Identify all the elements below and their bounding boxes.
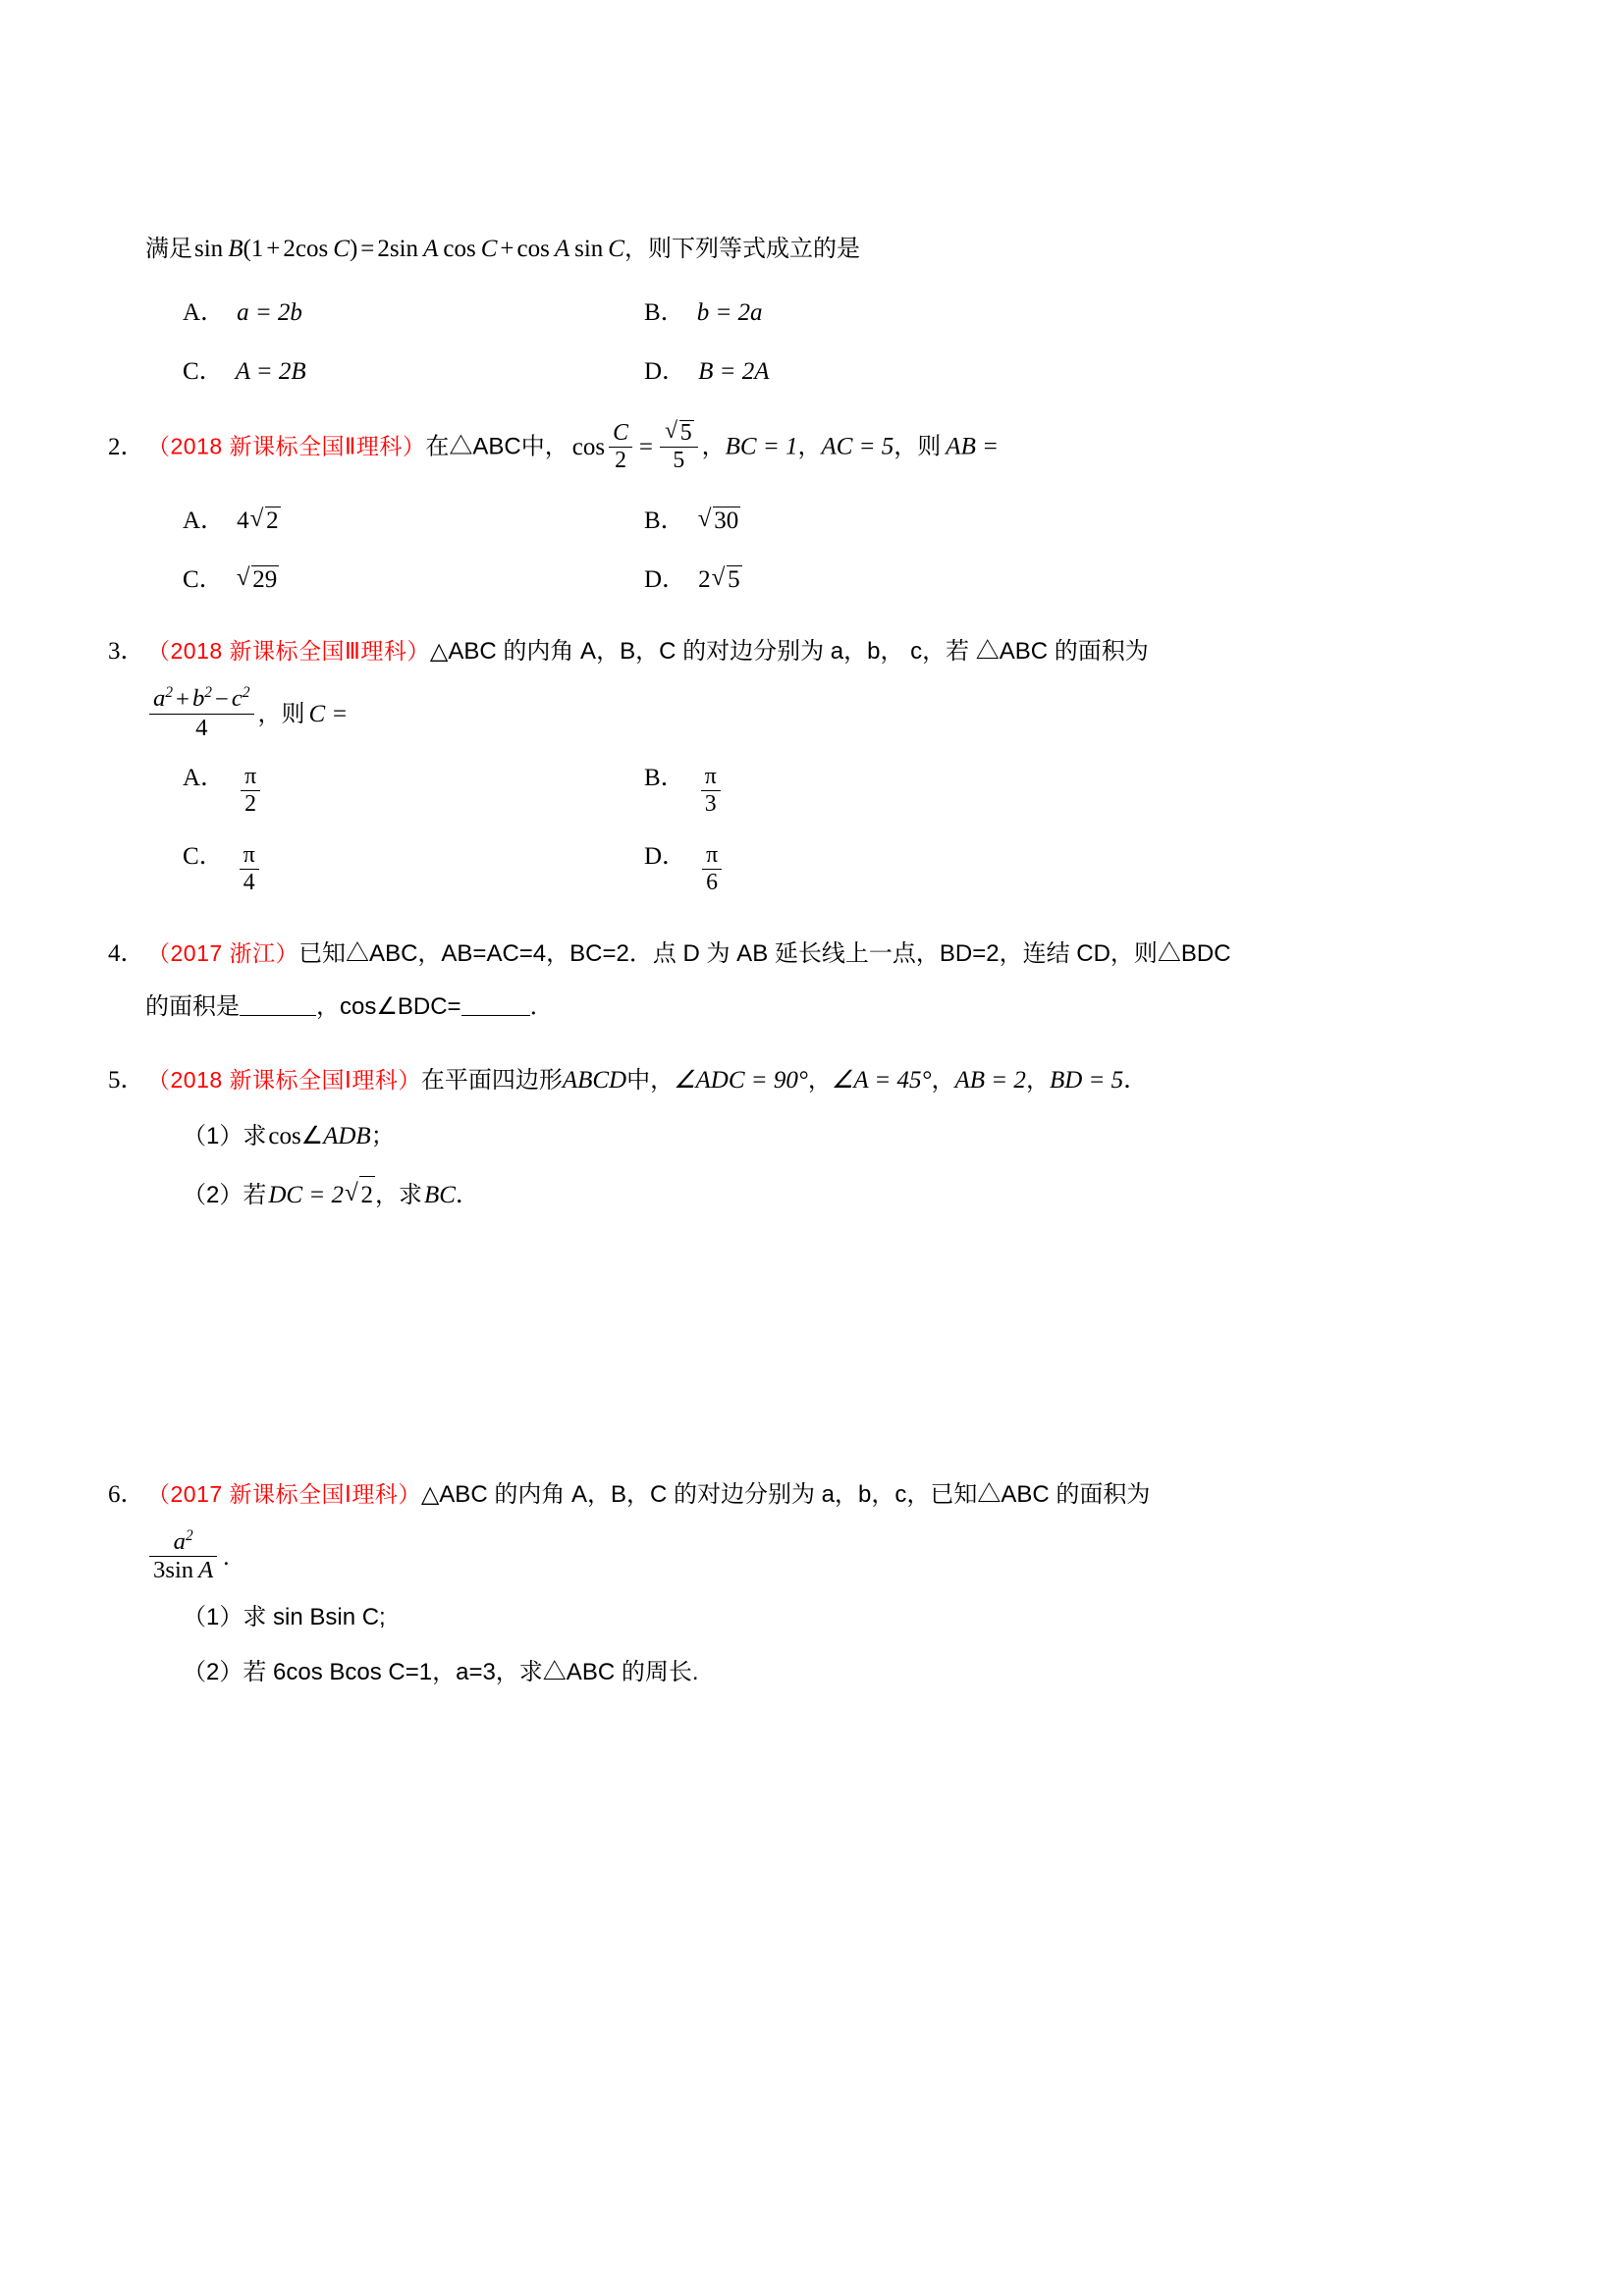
- q3-option-c-label: C．: [183, 843, 224, 871]
- q3-option-b-fraction: $\frac{\pi}{3}$: [701, 765, 721, 817]
- q1-options: [183, 293, 1500, 387]
- q5-part-1: （1）求cos∠ADB；: [183, 1122, 395, 1149]
- q3-option-b-label: B．: [644, 765, 685, 792]
- q5-part2-sqrt: √ 2: [345, 1176, 375, 1214]
- q2-option-c-value: √ 29: [236, 565, 280, 594]
- q1-option-a-value: a = 2b: [237, 299, 302, 327]
- q5-quadrilateral: ABCD: [562, 1066, 627, 1094]
- q2-cos-label: cos: [571, 433, 606, 460]
- q6-part-1: [183, 1599, 1500, 1636]
- q3-option-b[interactable]: [644, 758, 725, 819]
- question-2: [108, 419, 1500, 475]
- q6-number: 6．: [108, 1480, 145, 1508]
- q3-option-a-fraction: $\frac{\pi}{2}$: [241, 765, 260, 817]
- q1-option-b[interactable]: [644, 293, 763, 328]
- q2-option-c[interactable]: [183, 560, 644, 595]
- q3-area-fraction: [149, 685, 254, 740]
- q2-comma-2: ，: [893, 433, 918, 460]
- q6-source: （2017 新课标全国Ⅰ理科）: [147, 1480, 421, 1507]
- q2-option-d-label: D．: [644, 566, 687, 594]
- q2-option-b-value: √ 30: [697, 507, 741, 535]
- q3-option-row-2: [183, 836, 1500, 897]
- q2-equals: =: [638, 433, 654, 460]
- q2-source: （2018 新课标全国Ⅱ理科）: [147, 433, 426, 459]
- q5-part2-dc: DC = 2: [268, 1182, 344, 1209]
- q4-line2-middle: ，cos∠BDC=: [316, 993, 461, 1021]
- q5-text-2: 中，: [626, 1066, 675, 1094]
- q6-fraction-denominator: 3sin A: [149, 1556, 217, 1583]
- q5-part1-prefix: （1）求: [183, 1122, 267, 1149]
- q2-bc: BC = 1: [725, 433, 798, 460]
- q2-text-1: 在△ABC中，: [425, 433, 568, 460]
- q5-ab: AB = 2: [954, 1066, 1026, 1094]
- q3-text-2: ，则: [257, 701, 305, 728]
- q2-option-d[interactable]: [644, 560, 742, 595]
- q3-option-d-fraction: $\frac{\pi}{6}$: [702, 843, 722, 895]
- q3-number: 3．: [108, 638, 145, 666]
- q3-then: C =: [308, 701, 349, 728]
- q4-line2-end: ．: [529, 993, 554, 1021]
- q6-text-1: △ABC 的内角 A，B，C 的对边分别为 a，b，c，已知△ABC 的面积为: [420, 1480, 1151, 1508]
- q3-fraction-numerator: $a^2 + b^2 - c^2$: [153, 684, 250, 713]
- q2-ab: AB =: [946, 433, 999, 460]
- q5-part2-end: ．: [455, 1182, 480, 1209]
- q5-text-1: 在平面四边形: [420, 1066, 563, 1094]
- question-3: [108, 634, 1500, 669]
- q2-text-3: 则: [917, 433, 942, 460]
- q4-source: （2017 浙江）: [147, 940, 299, 967]
- q4-answer-blank-1[interactable]: [240, 990, 316, 1016]
- q5-angle-a: ∠A = 45°: [831, 1066, 932, 1094]
- q2-option-b-label: B．: [644, 507, 685, 535]
- q2-option-b[interactable]: [644, 501, 740, 536]
- q3-option-c-fraction: $\frac{\pi}{4}$: [240, 843, 259, 895]
- q2-ac: AC = 5: [821, 433, 894, 460]
- q3-text-1: △ABC 的内角 A，B，C 的对边分别为 a，b， c，若 △ABC 的面积为: [429, 638, 1149, 666]
- q1-stem-prefix: 满足: [145, 236, 192, 262]
- q5-part-2: [183, 1176, 1500, 1214]
- q2-option-a-value: 4 √ 2: [237, 507, 281, 535]
- q1-option-row-1: [183, 293, 1500, 328]
- q5-angle-adc: ∠ADC = 90°: [674, 1066, 808, 1094]
- question-4: [108, 936, 1500, 972]
- q1-option-b-value: b = 2a: [696, 299, 763, 327]
- question-5: [108, 1063, 1500, 1098]
- question-6: [108, 1477, 1500, 1513]
- q1-option-row-2: [183, 351, 1500, 387]
- q5-part2-bc: BC: [423, 1182, 456, 1209]
- q3-option-a-label: A．: [183, 765, 226, 792]
- q5-number: 5．: [108, 1066, 145, 1094]
- q3-option-d[interactable]: [644, 836, 726, 897]
- q6-body: [147, 1477, 1500, 1513]
- q6-formula-line: [145, 1527, 1500, 1585]
- q3-option-d-label: D．: [644, 843, 687, 871]
- q3-options: [183, 758, 1500, 897]
- q4-answer-blank-2[interactable]: [461, 990, 530, 1016]
- q5-part2-middle: ，求: [374, 1182, 422, 1209]
- q1-option-b-label: B．: [644, 299, 685, 327]
- q2-option-row-1: [183, 501, 1500, 536]
- q3-option-c[interactable]: [183, 836, 644, 897]
- q5-period: ．: [1123, 1066, 1149, 1094]
- q2-option-c-label: C．: [183, 566, 224, 594]
- q4-line-1: 已知△ABC，AB=AC=4，BC=2．点 D 为 AB 延长线上一点，BD=2，连结 CD，则△BDC: [298, 940, 1231, 968]
- q5-source: （2018 新课标全国Ⅰ理科）: [147, 1066, 421, 1093]
- q1-stem-suffix: ，则下列等式成立的是: [623, 236, 860, 262]
- q2-text-2: ，: [701, 433, 726, 460]
- q2-option-d-value: 2 √ 5: [698, 565, 742, 594]
- q1-option-a[interactable]: [183, 293, 644, 328]
- q5-part2-prefix: （2）若: [183, 1182, 267, 1209]
- q5-part1-end: ；: [370, 1122, 395, 1149]
- q6-fraction-numerator: $a^2$: [173, 1527, 193, 1556]
- q4-number: 4．: [108, 940, 145, 968]
- q6-part2-text: （2）若 6cos Bcos C=1，a=3，求△ABC 的周长.: [183, 1658, 699, 1685]
- q4-body: [147, 936, 1500, 972]
- q5-comma-2: ，: [931, 1066, 955, 1094]
- q3-body: [147, 634, 1500, 669]
- q4-line-2: [145, 989, 1500, 1025]
- question-1-stem: 满足sin B(1 + 2cos C) = 2sin A cos C + cos A sin C，则下列等式成立的是: [145, 236, 860, 262]
- q3-fraction-denominator: 4: [149, 714, 254, 741]
- q2-comma-1: ，: [797, 433, 822, 460]
- q2-option-a[interactable]: [183, 501, 644, 536]
- q5-body: [147, 1063, 1500, 1098]
- q1-option-d[interactable]: [644, 351, 769, 387]
- q2-option-a-label: A．: [183, 507, 226, 535]
- q1-option-d-value: B = 2A: [698, 358, 770, 386]
- q3-option-row-1: [183, 758, 1500, 819]
- q2-options: [183, 501, 1500, 595]
- q6-part1-text: （1）求 sin Bsin C;: [183, 1604, 386, 1631]
- q6-period: .: [223, 1544, 230, 1572]
- q1-option-c[interactable]: [183, 351, 644, 387]
- q1-option-a-label: A．: [183, 299, 226, 327]
- q1-option-d-label: D．: [644, 358, 687, 386]
- q6-area-fraction: [149, 1528, 217, 1583]
- q5-comma-3: ，: [1025, 1066, 1050, 1094]
- document-content: [108, 232, 1500, 1690]
- q1-option-c-value: A = 2B: [235, 358, 306, 386]
- q3-option-a[interactable]: [183, 758, 644, 819]
- q5-comma-1: ，: [807, 1066, 832, 1094]
- q2-fraction-sqrt5-over-5: √ $\frac{5}{5}$: [660, 420, 698, 473]
- q4-line2-prefix: 的面积是: [145, 993, 240, 1021]
- q2-option-row-2: [183, 560, 1500, 595]
- q3-source: （2018 新课标全国Ⅲ理科）: [147, 638, 430, 665]
- q3-formula-line: [145, 684, 1500, 742]
- q1-option-c-label: C．: [183, 358, 224, 386]
- q2-number: 2．: [108, 433, 145, 460]
- q5-bd: BD = 5: [1049, 1066, 1124, 1094]
- q2-fraction-c-over-2: $\frac{C}{2}$: [609, 421, 632, 473]
- q2-body: [147, 419, 1500, 475]
- q6-part-2: [183, 1654, 1500, 1691]
